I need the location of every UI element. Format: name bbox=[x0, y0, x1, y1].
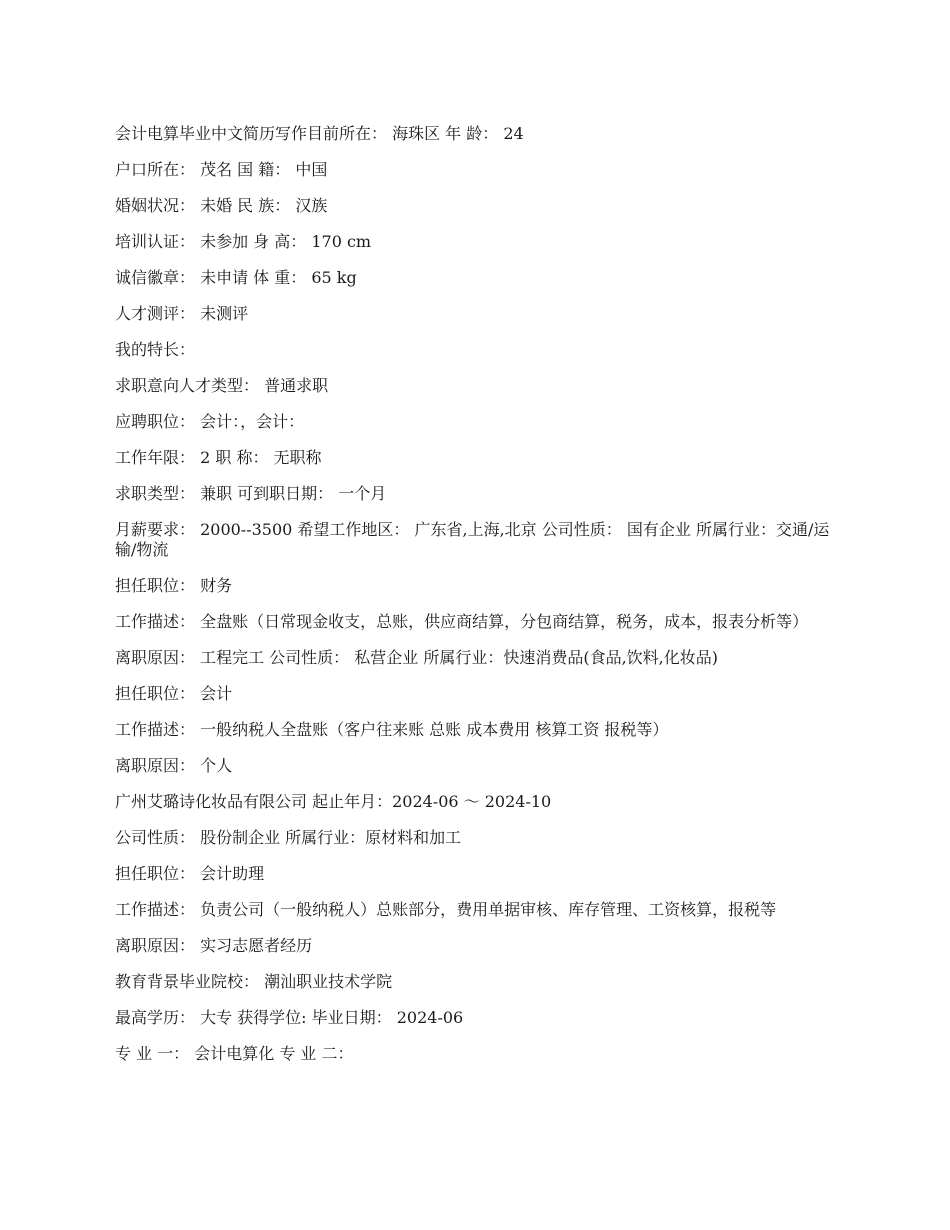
resume-document bbox=[115, 124, 830, 1080]
para-leave-reason-project: 离职原因： 工程完工 公司性质： 私营企业 所属行业：快速消费品(食品,饮料,化妆品) bbox=[115, 648, 719, 667]
para-specialty: 我的特长： bbox=[115, 340, 196, 359]
para-training-height: 培训认证： 未参加 身 高： 170 cm bbox=[115, 232, 372, 251]
para-leave-reason-intern: 离职原因： 实习志愿者经历 bbox=[115, 936, 313, 955]
para-leave-reason-personal: 离职原因： 个人 bbox=[115, 756, 233, 775]
para-description-full-ledger: 工作描述： 全盘账（日常现金收支，总账，供应商结算，分包商结算，税务，成本，报表分析等） bbox=[115, 612, 809, 631]
para-assessment: 人才测评： 未测评 bbox=[115, 304, 249, 323]
para-badge-weight: 诚信徽章： 未申请 体 重： 65 kg bbox=[115, 268, 357, 287]
para-work-years: 工作年限： 2 职 称： 无职称 bbox=[115, 448, 322, 467]
para-company-nature: 公司性质： 股份制企业 所属行业：原材料和加工 bbox=[115, 828, 462, 847]
para-current-location: 会计电算毕业中文简历写作目前所在： 海珠区 年 龄： 24 bbox=[115, 124, 524, 143]
para-job-intent: 求职意向人才类型： 普通求职 bbox=[115, 376, 329, 395]
para-description-assistant: 工作描述： 负责公司（一般纳税人）总账部分，费用单据审核、库存管理、工资核算，报税等 bbox=[115, 900, 777, 919]
para-job-type: 求职类型： 兼职 可到职日期： 一个月 bbox=[115, 484, 387, 503]
para-salary: 月薪要求： 2000--3500 希望工作地区： 广东省,上海,北京 公司性质： 国有企业 所属行业：交通/运输/物流 bbox=[115, 520, 830, 559]
para-description-taxpayer: 工作描述： 一般纳税人全盘账（客户往来账 总账 成本费用 核算工资 报税等） bbox=[115, 720, 669, 739]
para-education-major: 专 业 一： 会计电算化 专 业 二： bbox=[115, 1044, 354, 1063]
para-education-degree: 最高学历： 大专 获得学位: 毕业日期： 2024-06 bbox=[115, 1008, 464, 1027]
para-hukou: 户口所在： 茂名 国 籍： 中国 bbox=[115, 160, 328, 179]
para-position-accountant: 担任职位： 会计 bbox=[115, 684, 233, 703]
para-company-cosmetics: 广州艾璐诗化妆品有限公司 起止年月：2024-06 ～ 2024-10 bbox=[115, 792, 552, 811]
para-marital-status: 婚姻状况： 未婚 民 族： 汉族 bbox=[115, 196, 328, 215]
para-education-school: 教育背景毕业院校： 潮汕职业技术学院 bbox=[115, 972, 393, 991]
para-position-finance: 担任职位： 财务 bbox=[115, 576, 233, 595]
para-position-assistant: 担任职位： 会计助理 bbox=[115, 864, 265, 883]
para-applied-position: 应聘职位： 会计：，会计： bbox=[115, 412, 305, 431]
